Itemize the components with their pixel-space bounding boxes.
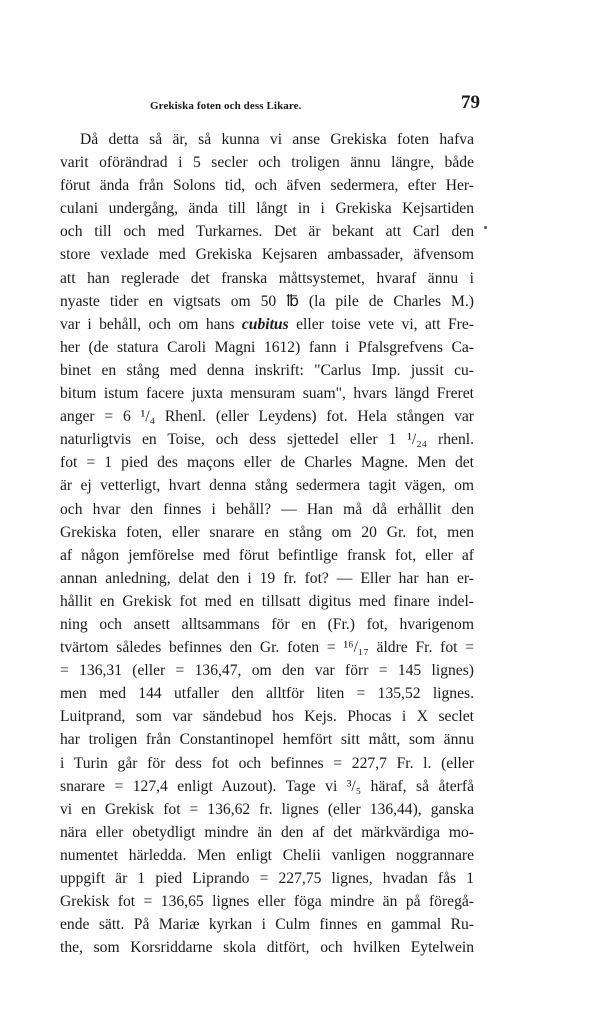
text-line: att han reglerade det franska måttsystemet, hvaraf ännu i [60, 269, 474, 287]
text-line: Luitprand, som var sändebud hos Kejs. Phocas i X seclet [60, 708, 474, 726]
text-line: bitum istum facere juxta mensuram suam", hvars längd Freret [60, 385, 474, 403]
text-line: naturligtvis en Toise, och dess sjettedel eller 1 ¹/₂₄ rhenl. [60, 431, 474, 449]
text-line: culani undergång, ända till långt in i Grekiska Kejsartiden [60, 200, 474, 218]
text-line: nära eller obetydligt mindre än den af det märkvärdiga mo- [60, 823, 474, 841]
page-header [150, 92, 480, 120]
text-line: ende sätt. På Mariæ kyrkan i Culm finnes en gammal Ru- [60, 916, 474, 934]
text-line: och till och med Turkarnes. Det är bekant att Carl den [60, 223, 474, 241]
text-line: Grekiska foten, eller snarare en stång om 20 Gr. fot, men [60, 523, 474, 541]
margin-speck [484, 226, 487, 229]
text-line: anger = 6 ¹/₄ Rhenl. (eller Leydens) fot. Hela stången var [60, 408, 474, 426]
text-line: och hvar den finnes i behåll? — Han må då erhållit den [60, 500, 474, 518]
text-line: the, som Korsriddarne skola ditfört, och hvilken Eytelwein [60, 939, 474, 957]
text-line: numentet härledda. Men enligt Chelii vanligen noggrannare [60, 846, 474, 864]
page-number: 79 [461, 92, 480, 113]
running-title: Grekiska foten och dess Likare. [150, 100, 302, 112]
text-line: var i behåll, och om hans cubitus eller toise vete vi, att Fre- [60, 315, 474, 333]
text-line: förut ända från Solons tid, och äfven sedermera, efter Her- [60, 177, 474, 195]
text-line: binet en stång med denna inskrift: "Carlus Imp. jussit cu- [60, 361, 474, 379]
text-line: hållit en Grekisk fot med en tillsatt digitus med finare indel- [60, 592, 474, 610]
text-line: store vexlade med Grekiska Kejsaren ambassader, äfvensom [60, 246, 474, 264]
text-line: är ej vetterligt, hvart denna stång sedermera tagit vägen, om [60, 477, 474, 495]
text-line: nyaste tider en vigtsats om 50 ℔ (la pile de Charles M.) [60, 292, 474, 310]
text-line: men med 144 utfaller den alltför liten = 135,52 lignes. [60, 685, 474, 703]
text-line: tvärtom således befinnes den Gr. foten = ¹⁶/₁₇ äldre Fr. fot = [60, 639, 474, 657]
body-text [60, 128, 474, 959]
text-line: Då detta så är, så kunna vi anse Grekiska foten hafva [80, 131, 474, 148]
text-line: = 136,31 (eller = 136,47, om den var förr = 145 lignes) [60, 662, 474, 680]
text-line: her (de statura Caroli Magni 1612) fann i Pfalsgrefvens Ca- [60, 338, 474, 356]
text-line: i Turin går för dess fot och befinnes = 227,7 Fr. l. (eller [60, 754, 474, 772]
text-line: varit oförändrad i 5 secler och troligen ännu längre, både [60, 154, 474, 172]
text-line: ning och ansett alltsammans för en (Fr.) fot, hvarigenom [60, 615, 474, 633]
text-line: uppgift är 1 pied Liprando = 227,75 lignes, hvadan fås 1 [60, 870, 474, 887]
text-line: fot = 1 pied des maçons eller de Charles Magne. Men det [60, 454, 474, 472]
text-line: af någon jemförelse med förut befintlige fransk fot, eller af [60, 546, 474, 564]
text-line: vi en Grekisk fot = 136,62 fr. lignes (eller 136,44), ganska [60, 800, 474, 818]
text-line: Grekisk fot = 136,65 lignes eller föga mindre än på föregå- [60, 893, 474, 911]
text-line: snarare = 127,4 enligt Auzout). Tage vi ³/₅ häraf, så återfå [60, 777, 474, 795]
italic-term: cubitus [241, 315, 289, 333]
text-line: annan anledning, delat den i 19 fr. fot? — Eller har han er- [60, 569, 474, 587]
text-line: har troligen från Constantinopel hemfört sitt mått, som ännu [60, 731, 474, 749]
